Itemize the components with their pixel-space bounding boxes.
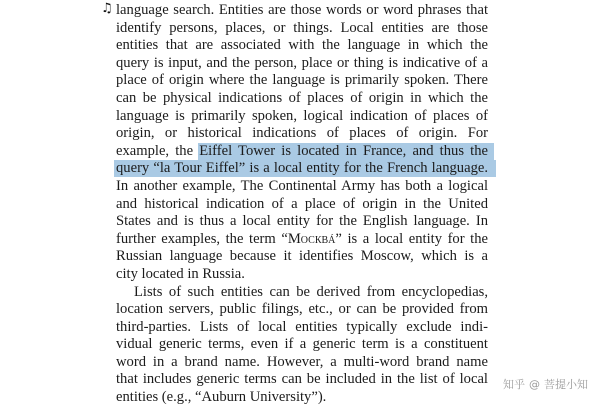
text-line: further examples, the term “Москвá” is a local entity for the: [116, 230, 488, 247]
text-line: language search. Entities are those words or word phrases that: [116, 2, 488, 18]
watermark-user: 菩提小知: [544, 378, 588, 391]
text-line: vidual generic terms, even if a generic term is a constituent: [116, 336, 488, 353]
text-line: can be physical indications of places of origin in which the: [116, 89, 488, 106]
text-line: word in a brand name. However, a multi-word brand name: [116, 353, 488, 370]
document-body: [116, 2, 488, 407]
text-line: place of origin where the language is primarily spoken. There: [116, 72, 488, 89]
text-line: States and is thus a local entity for the English language. In: [116, 213, 488, 230]
text-line: location servers, public filings, etc., or can be provided from: [116, 301, 488, 318]
music-note-icon: ♫: [101, 1, 113, 16]
text-line: Lists of such entities can be derived from encyclopedias,: [134, 283, 488, 300]
text-line: city located in Russia.: [116, 265, 245, 282]
text-line: third-parties. Lists of local entities typically exclude indi-: [116, 318, 488, 335]
text-line: query is input, and the person, place or thing is indicative of a: [116, 54, 488, 71]
text-line: entities (e.g., “Auburn University”).: [116, 389, 327, 406]
text-line: that includes generic terms can be included in the list of local: [116, 371, 488, 388]
text-line: In another example, The Continental Army has both a logical: [116, 177, 488, 194]
highlighted-line: example, the Eiffel Tower is located in France, and thus the: [116, 143, 488, 161]
russian-term: Москвá: [287, 230, 336, 247]
text-line: origin, or historical indications of places of origin. For: [116, 125, 488, 142]
highlighted-line: query “la Tour Eiffel” is a local entity for the French language.: [116, 160, 488, 178]
text-line: entities that are associated with the language in which the: [116, 37, 488, 54]
text-line: and historical indication of a place of origin in the United: [116, 195, 488, 212]
text-line: Russian language because it identifies Moscow, which is a: [116, 248, 488, 265]
watermark-at: @: [529, 378, 540, 391]
watermark-site: 知乎: [503, 378, 525, 391]
text-line: identify persons, places, or things. Local entities are those: [116, 19, 488, 36]
text-line: language is primarily spoken, logical indication of places of: [116, 107, 488, 124]
watermark: [503, 376, 588, 392]
